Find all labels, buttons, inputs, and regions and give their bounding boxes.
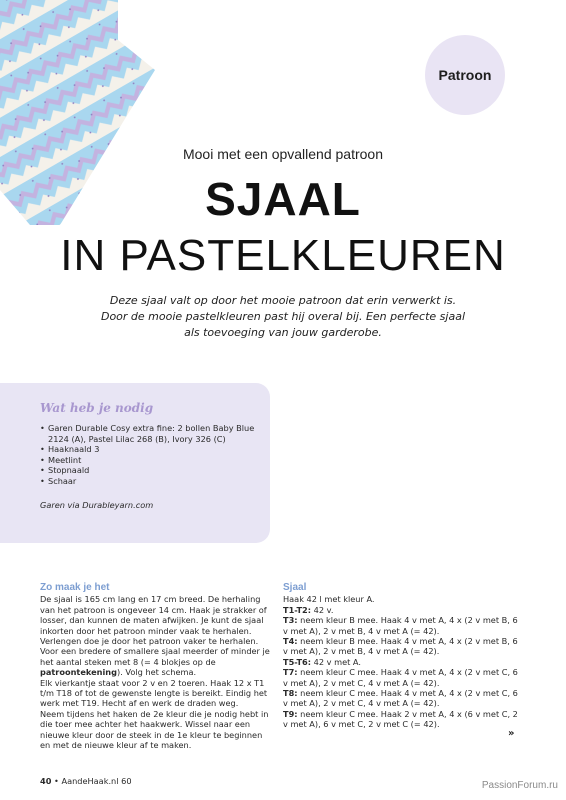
pattern-row: T5-T6: 42 v met A. xyxy=(283,656,361,667)
how-paragraph-2: Elk vierkantje staat voor 2 v en 2 toeren. Haak 12 x T1 t/m T18 of tot de gewenste lengte is bereikt. Eindig het werk met T19. Hecht af en werk de draden weg. xyxy=(40,677,268,709)
materials-source: Garen via Durableyarn.com xyxy=(40,500,154,510)
materials-item: • Haaknaald 3 xyxy=(40,444,262,455)
how-heading: Zo maak je het xyxy=(40,582,110,593)
pattern-row: T7: neem kleur C mee. Haak 4 v met A, 4 x (2 v met C, 6 v met A), 2 v met C, 4 v met A (= 42). xyxy=(283,667,518,688)
pattern-row: T9: neem kleur C mee. Haak 2 v met A, 4 x (6 v met C, 2 v met A), 6 v met C, 2 v met C (= 42). xyxy=(283,708,518,730)
kicker-line: Mooi met een opvallend patroon xyxy=(182,146,384,162)
pattern-column xyxy=(283,583,523,730)
instructions-column xyxy=(40,583,272,751)
how-paragraph-3: Neem tijdens het haken de 2e kleur die je nodig hebt in die toer mee achter het haakwerk. Wissel naar een nieuwe kleur door de steek in de 1e kleur te beginnen en met de nieuwe kleur af te maken. xyxy=(40,708,269,751)
watermark: PassionForum.ru xyxy=(481,780,558,791)
sjaal-heading: Sjaal xyxy=(283,582,307,593)
intro-text: Deze sjaal valt op door het mooie patroon dat erin verwerkt is. Door de mooie pastelkleuren past hij overal bij. Een perfecte sjaal als toevoeging van jouw garderobe. xyxy=(100,294,465,339)
materials-item: • Stopnaald xyxy=(40,465,262,476)
category-badge: Patroon xyxy=(425,35,505,115)
pattern-row: T1-T2: 42 v. xyxy=(283,604,334,615)
page-footer xyxy=(40,776,132,786)
footer-bullet: • xyxy=(54,776,59,786)
page-subtitle: IN PASTELKLEUREN xyxy=(60,231,506,280)
materials-item: • Meetlint xyxy=(40,455,262,466)
page-title: SJAAL xyxy=(205,173,361,225)
page-number: 40 xyxy=(40,776,52,786)
pattern-row: T4: neem kleur B mee. Haak 4 v met A, 4 x (2 v met B, 6 v met A), 2 v met B, 4 v met A (= 42). xyxy=(283,636,518,657)
pattern-row: T3: neem kleur B mee. Haak 4 v met A, 4 x (2 v met B, 6 v met A), 2 v met B, 4 v met A (= 42). xyxy=(283,615,518,636)
materials-panel xyxy=(0,383,270,543)
materials-item: • Garen Durable Cosy extra fine: 2 bollen Baby Blue 2124 (A), Pastel Lilac 268 (B), Ivory 326 (C) xyxy=(40,423,262,444)
continue-arrow-icon: » xyxy=(508,728,515,739)
how-paragraph-1: De sjaal is 165 cm lang en 17 cm breed. De herhaling van het patroon is ongeveer 14 cm. Haak je strakker of losser, dan kunnen de maten afwijken. Je kunt de sjaal inkorten door het patroon minder vaak te herhalen. Verlengen doe je door het patroon vaker te herhalen. Voor een bredere of smallere sjaal meerder of minder je het aantal steken met 8 (= 4 blokjes op de patroontekening). Volg het schema. xyxy=(40,594,270,678)
magazine-name: AandeHaak.nl 60 xyxy=(61,776,132,786)
sjaal-intro: Haak 42 l met kleur A. xyxy=(283,594,375,605)
materials-list xyxy=(40,423,262,487)
materials-item: • Schaar xyxy=(40,476,262,487)
materials-heading: Wat heb je nodig xyxy=(40,401,154,415)
pattern-row: T8: neem kleur C mee. Haak 4 v met A, 4 x (2 v met C, 6 v met A), 2 v met C, 4 v met A (= 42). xyxy=(283,688,518,709)
